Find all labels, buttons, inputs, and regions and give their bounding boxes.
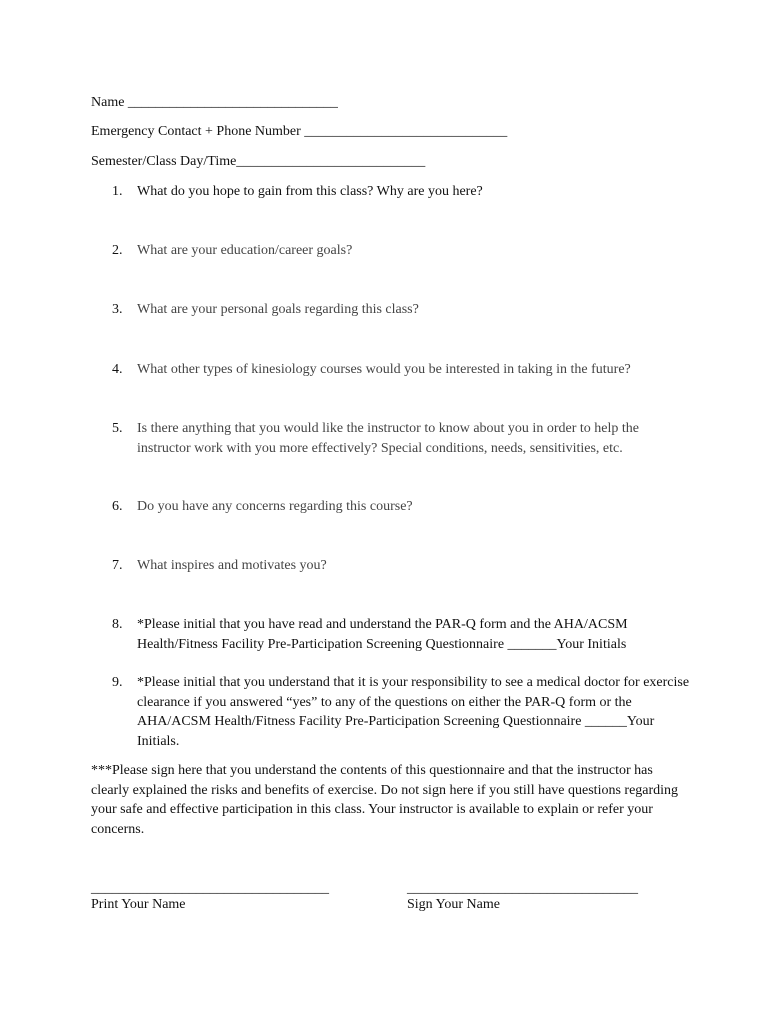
question-number: 4. bbox=[112, 362, 123, 377]
sign-name-line[interactable]: _________________________________ bbox=[407, 881, 638, 896]
sign-name-label: Sign Your Name bbox=[407, 897, 500, 912]
question-8 bbox=[112, 615, 692, 654]
question-text: What do you hope to gain from this class? Why are you here? bbox=[137, 184, 483, 199]
question-text: What inspires and motivates you? bbox=[137, 558, 327, 573]
question-number: 7. bbox=[112, 558, 123, 573]
question-number: 9. bbox=[112, 675, 123, 690]
semester-class-field[interactable]: Semester/Class Day/Time___________________________ bbox=[91, 154, 426, 169]
question-2 bbox=[112, 241, 692, 261]
question-text: What are your personal goals regarding this class? bbox=[137, 302, 419, 317]
question-text: Do you have any concerns regarding this course? bbox=[137, 499, 413, 514]
question-number: 5. bbox=[112, 421, 123, 436]
emergency-contact-field[interactable]: Emergency Contact + Phone Number _____________________________ bbox=[91, 124, 508, 139]
question-number: 3. bbox=[112, 302, 123, 317]
print-name-line[interactable]: __________________________________ bbox=[91, 881, 329, 896]
question-text: Is there anything that you would like the instructor to know about you in order to help the instructor work with you more effectively? Special conditions, needs, sensitivities, etc. bbox=[137, 421, 639, 456]
question-text: What other types of kinesiology courses would you be interested in taking in the future? bbox=[137, 362, 631, 377]
question-number: 6. bbox=[112, 499, 123, 514]
question-9 bbox=[112, 673, 692, 751]
question-4 bbox=[112, 360, 692, 380]
question-7 bbox=[112, 556, 692, 576]
signature-statement: ***Please sign here that you understand the contents of this questionnaire and that the instructor has clearly explained the risks and benefits of exercise. Do not sign here if you still have questions regarding your safe and effective participation in this class. Your instructor is available to explain or refer your concerns. bbox=[91, 763, 679, 837]
question-1 bbox=[112, 182, 692, 202]
question-3 bbox=[112, 300, 692, 320]
question-number: 2. bbox=[112, 243, 123, 258]
question-text: What are your education/career goals? bbox=[137, 243, 353, 258]
question-number: 1. bbox=[112, 184, 123, 199]
question-text: *Please initial that you have read and understand the PAR-Q form and the AHA/ACSM Health/Fitness Facility Pre-Participation Screening Questionnaire _______Your Initials bbox=[137, 617, 628, 652]
name-field[interactable]: Name ______________________________ bbox=[91, 95, 338, 110]
question-number: 8. bbox=[112, 617, 123, 632]
question-5 bbox=[112, 419, 692, 458]
print-name-label: Print Your Name bbox=[91, 897, 186, 912]
question-text: *Please initial that you understand that it is your responsibility to see a medical doctor for exercise clearance if you answered “yes” to any of the questions on either the PAR-Q form or the AHA/ACSM Health/Fitness Facility Pre-Participation Screening Questionnaire ______Your Initials. bbox=[137, 675, 690, 749]
question-6 bbox=[112, 497, 692, 517]
